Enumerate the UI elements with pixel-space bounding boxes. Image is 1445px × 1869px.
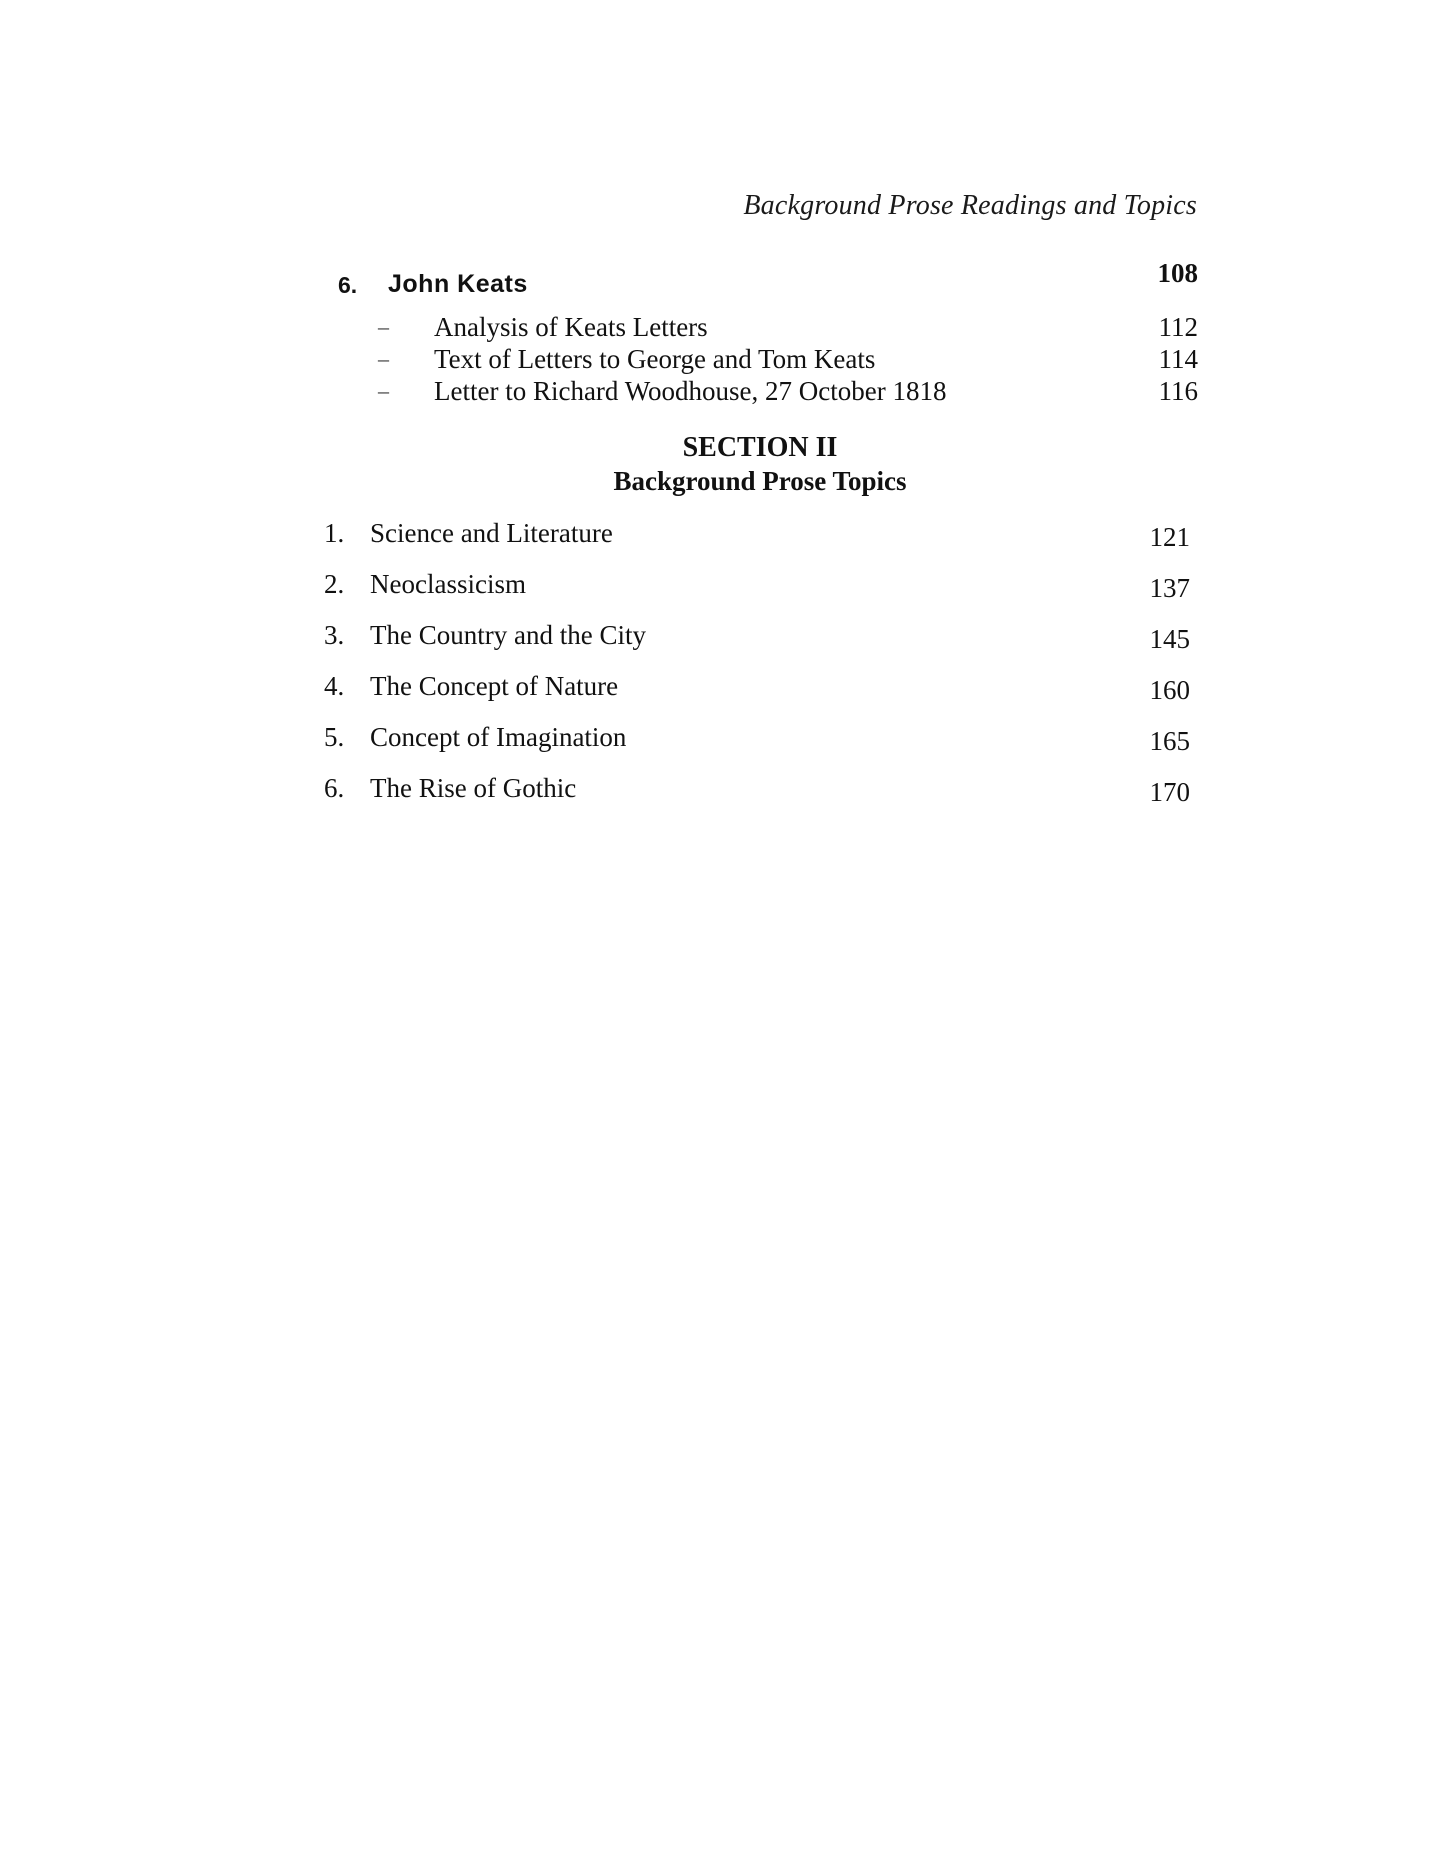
section-subtitle: Background Prose Topics: [613, 466, 907, 496]
topic-page-number: 145: [1149, 624, 1190, 654]
topic-title: The Rise of Gothic: [370, 773, 577, 803]
subentry-page-number: 116: [1158, 376, 1198, 406]
dash-bullet: –: [378, 378, 389, 403]
topic-title: The Concept of Nature: [370, 671, 619, 701]
section-title: SECTION II: [682, 432, 838, 463]
chapter-entry: [338, 258, 1198, 302]
topic-row: [310, 518, 1198, 569]
subentry-row: [378, 312, 1198, 344]
subentry-page-number: 112: [1158, 312, 1198, 342]
subentry-title: Text of Letters to George and Tom Keats: [434, 344, 876, 374]
chapter-subentries: [378, 312, 1198, 408]
topic-page-number: 121: [1149, 522, 1190, 552]
running-header: Background Prose Readings and Topics: [743, 190, 1197, 221]
subentry-page-number: 114: [1158, 344, 1198, 374]
chapter-title: John Keats: [388, 270, 528, 298]
topic-number: 2.: [324, 569, 345, 599]
subentry-row: [378, 376, 1198, 408]
topic-page-number: 165: [1149, 726, 1190, 756]
chapter-page-number: 108: [1157, 258, 1198, 288]
topic-page-number: 170: [1149, 777, 1190, 807]
topic-title: The Country and the City: [370, 620, 646, 650]
topic-title: Science and Literature: [370, 518, 613, 548]
topic-number: 5.: [324, 722, 345, 752]
subentry-title: Analysis of Keats Letters: [434, 312, 708, 342]
topic-row: [310, 671, 1198, 722]
topic-row: [310, 773, 1198, 824]
subentry-title: Letter to Richard Woodhouse, 27 October 1818: [434, 376, 947, 406]
topic-title: Concept of Imagination: [370, 722, 627, 752]
dash-bullet: –: [378, 314, 389, 339]
topic-number: 6.: [324, 773, 345, 803]
topic-row: [310, 569, 1198, 620]
subentry-row: [378, 344, 1198, 376]
topic-number: 3.: [324, 620, 345, 650]
dash-bullet: –: [378, 346, 389, 371]
topic-page-number: 160: [1149, 675, 1190, 705]
topic-row: [310, 722, 1198, 773]
topic-list: [310, 518, 1198, 824]
topic-page-number: 137: [1149, 573, 1190, 603]
topic-number: 1.: [324, 518, 345, 548]
topic-row: [310, 620, 1198, 671]
chapter-number: 6.: [338, 272, 358, 298]
topic-number: 4.: [324, 671, 345, 701]
topic-title: Neoclassicism: [370, 569, 526, 599]
